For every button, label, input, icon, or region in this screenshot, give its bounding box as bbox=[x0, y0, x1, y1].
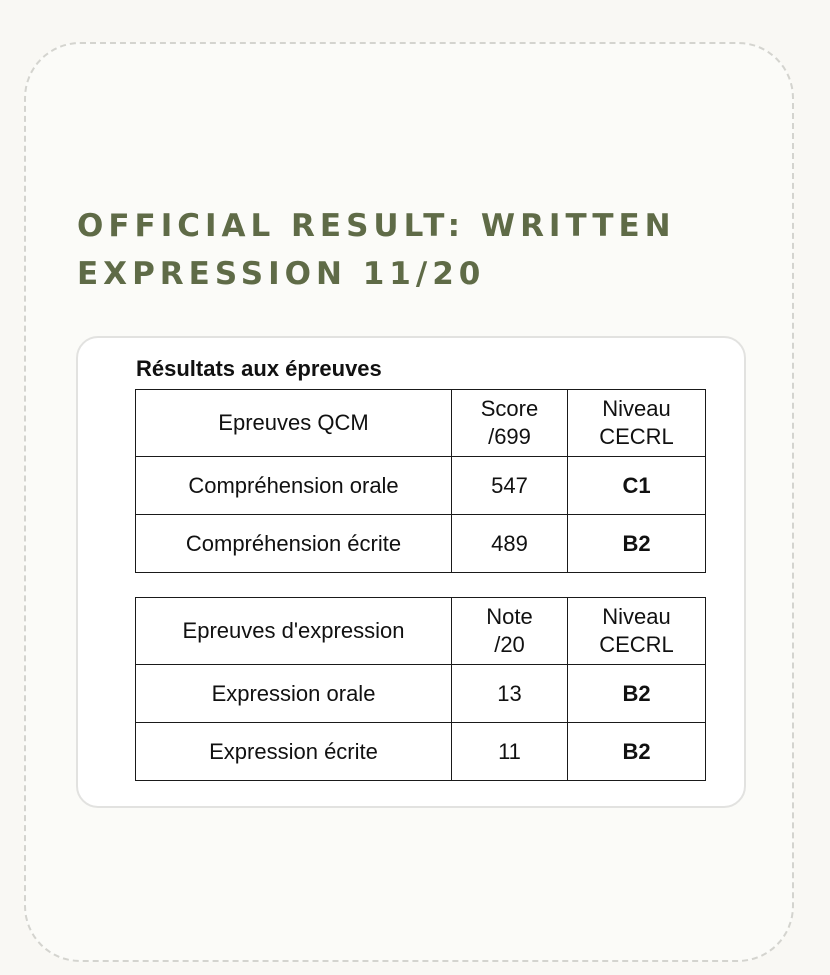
row-score: 11 bbox=[452, 723, 568, 781]
row-level: C1 bbox=[568, 457, 706, 515]
row-test: Expression écrite bbox=[136, 723, 452, 781]
heading-line-2: EXPRESSION 11/20 bbox=[77, 256, 486, 292]
header-score-line-1: Score bbox=[480, 396, 539, 421]
header-level bbox=[568, 390, 706, 457]
table-header-row bbox=[136, 390, 706, 457]
header-score-line-1: Note bbox=[486, 604, 533, 629]
row-score: 547 bbox=[452, 457, 568, 515]
row-level: B2 bbox=[568, 515, 706, 573]
row-level: B2 bbox=[568, 723, 706, 781]
header-level-line-2: CECRL bbox=[599, 424, 674, 449]
table-header-row bbox=[136, 598, 706, 665]
header-test: Epreuves QCM bbox=[136, 390, 452, 457]
table-row bbox=[136, 515, 706, 573]
table-row bbox=[136, 457, 706, 515]
header-test: Epreuves d'expression bbox=[136, 598, 452, 665]
header-score bbox=[452, 598, 568, 665]
header-level-line-1: Niveau bbox=[602, 396, 671, 421]
header-level-line-2: CECRL bbox=[599, 632, 674, 657]
row-test: Expression orale bbox=[136, 665, 452, 723]
header-score-line-2: /699 bbox=[488, 424, 531, 449]
row-test: Compréhension écrite bbox=[136, 515, 452, 573]
row-test: Compréhension orale bbox=[136, 457, 452, 515]
header-score-line-2: /20 bbox=[494, 632, 525, 657]
row-score: 489 bbox=[452, 515, 568, 573]
heading-line-1: OFFICIAL RESULT: WRITTEN bbox=[77, 208, 676, 244]
row-score: 13 bbox=[452, 665, 568, 723]
qcm-results-table bbox=[135, 389, 706, 573]
table-row bbox=[136, 723, 706, 781]
header-level-line-1: Niveau bbox=[602, 604, 671, 629]
document-title: Résultats aux épreuves bbox=[136, 356, 382, 381]
header-level bbox=[568, 598, 706, 665]
expression-results-table bbox=[135, 597, 706, 781]
result-heading bbox=[77, 202, 757, 298]
row-level: B2 bbox=[568, 665, 706, 723]
header-score bbox=[452, 390, 568, 457]
table-row bbox=[136, 665, 706, 723]
